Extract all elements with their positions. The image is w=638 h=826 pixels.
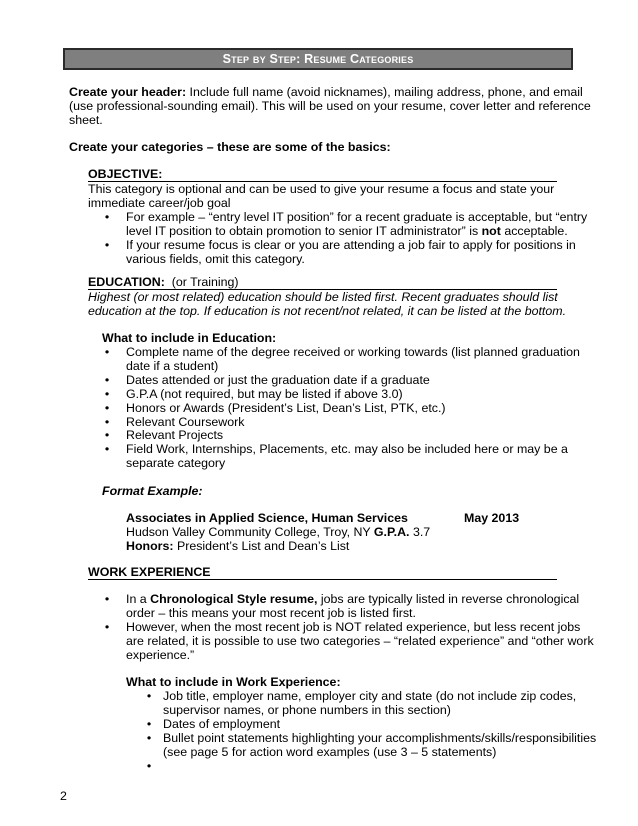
bullet-icon: • (104, 210, 110, 224)
work-bullet-1a-emphasis: Chronological Style resume, (150, 592, 318, 606)
bullet-icon: • (104, 373, 110, 387)
bullet-icon: • (104, 442, 110, 456)
bullet-icon: • (146, 731, 152, 745)
example-gpa-label: G.P.A. (373, 525, 410, 539)
header-text-3: sheet. (69, 113, 103, 127)
work-bullet-1b: order – this means your most recent job is listed first. (126, 606, 416, 620)
header-text-1: Include full name (avoid nicknames), mailing address, phone, and email (189, 85, 583, 99)
example-date: May 2013 (464, 511, 520, 525)
format-example-label: Format Example: (102, 484, 203, 498)
example-school-row (126, 525, 430, 539)
objective-heading: OBJECTIVE: (88, 167, 557, 182)
objective-bullet-1b-text: level IT position to obtain promotion to senior IT administrator” is (126, 224, 482, 238)
education-italic-2: education at the top. If education is not recent/not related, it can be listed at the bottom. (88, 304, 567, 318)
example-honors-row (126, 539, 349, 553)
banner-title: Step by Step: Resume Categories (222, 51, 414, 66)
bullet-icon: • (104, 345, 110, 359)
education-item-5: Relevant Coursework (126, 415, 245, 429)
section-banner (63, 48, 573, 70)
education-item-6: Relevant Projects (126, 428, 224, 442)
education-item-1a: Complete name of the degree received or working towards (list planned graduation (126, 345, 580, 359)
work-bullet-2c: experience.” (126, 648, 195, 662)
work-item-2: Dates of employment (163, 717, 281, 731)
education-item-7a: Field Work, Internships, Placements, etc. may also be included here or may be a (126, 442, 568, 456)
education-heading-row (88, 275, 557, 290)
bullet-icon: • (104, 428, 110, 442)
work-heading: WORK EXPERIENCE (88, 565, 557, 580)
work-include-heading: What to include in Work Experience: (126, 675, 341, 689)
work-bullet-1a (126, 592, 579, 606)
work-item-3a: Bullet point statements highlighting your accomplishments/skills/responsibilities (163, 731, 597, 745)
work-bullet-2a: However, when the most recent job is NOT related experience, but less recent jobs (126, 620, 581, 634)
education-heading-note: (or Training) (164, 275, 239, 289)
header-instruction-line-1 (69, 85, 583, 99)
objective-line-1: This category is optional and can be used to give your resume a focus and state your (88, 182, 555, 196)
education-italic-1: Highest (or most related) education should be listed first. Recent graduates should list (88, 290, 558, 304)
bullet-icon: • (104, 401, 110, 415)
example-school: Hudson Valley Community College, Troy, NY (126, 525, 374, 539)
education-item-2: Dates attended or just the graduation date if a graduate (126, 373, 430, 387)
bullet-icon: • (104, 387, 110, 401)
education-heading: EDUCATION: (88, 275, 165, 289)
work-bullet-1a-text: In a (126, 592, 151, 606)
objective-bullet-1b (126, 224, 568, 238)
work-item-1a: Job title, employer name, employer city and state (do not include zip codes, (163, 689, 577, 703)
bullet-icon: • (146, 689, 152, 703)
work-item-3b: (see page 5 for action word examples (use 3 – 5 statements) (163, 745, 497, 759)
header-text-2: (use professional-sounding email). This will be used on your resume, cover letter and reference (69, 99, 591, 113)
example-honors-label: Honors: (126, 539, 174, 553)
education-item-3: G.P.A (not required, but may be listed if above 3.0) (126, 387, 403, 401)
bullet-icon: • (104, 238, 110, 252)
education-item-1b: date if a student) (126, 359, 219, 373)
objective-bullet-2a: If your resume focus is clear or you are attending a job fair to apply for positions in (126, 238, 576, 252)
bullet-icon: • (104, 415, 110, 429)
header-label: Create your header: (69, 85, 187, 99)
categories-intro: Create your categories – these are some of the basics: (69, 140, 391, 154)
education-item-4: Honors or Awards (President’s List, Dean’s List, PTK, etc.) (126, 401, 446, 415)
education-include-heading: What to include in Education: (102, 331, 277, 345)
example-honors-value: President’s List and Dean’s List (173, 539, 350, 553)
work-bullet-1a-end: jobs are typically listed in reverse chronological (317, 592, 580, 606)
work-item-1b: supervisor names, or phone numbers in this section) (163, 703, 451, 717)
objective-bullet-1a: For example – “entry level IT position” for a recent graduate is acceptable, but “entry (126, 210, 588, 224)
bullet-icon: • (146, 759, 152, 773)
example-gpa-value: 3.7 (409, 525, 431, 539)
bullet-icon: • (146, 717, 152, 731)
objective-bullet-1b-emphasis: not (481, 224, 501, 238)
objective-bullet-2b: various fields, omit this category. (126, 252, 305, 266)
education-item-7b: separate category (126, 456, 226, 470)
bullet-icon: • (104, 620, 110, 634)
example-degree: Associates in Applied Science, Human Services (126, 511, 408, 525)
page-number: 2 (60, 789, 67, 803)
objective-line-2: immediate career/job goal (88, 196, 231, 210)
bullet-icon: • (104, 592, 110, 606)
objective-bullet-1b-end: acceptable. (500, 224, 568, 238)
work-bullet-2b: are related, it is possible to use two categories – “related experience” and “other work (126, 634, 594, 648)
